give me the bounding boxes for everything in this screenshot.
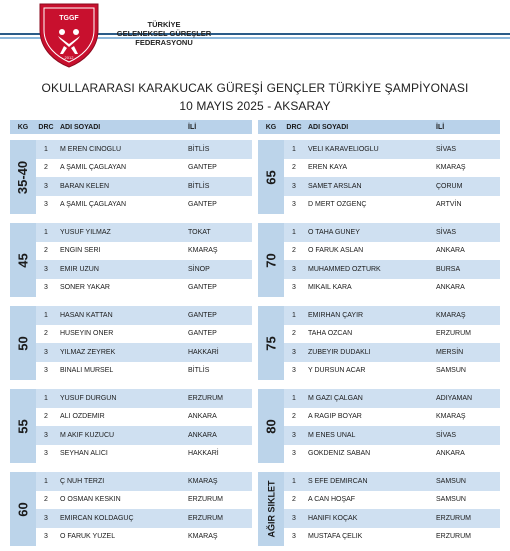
rank-cell: 2 bbox=[292, 330, 296, 338]
rank-cell: 1 bbox=[292, 311, 296, 319]
rank-cell: 2 bbox=[292, 413, 296, 421]
table-header: KG DRC ADI SOYADI İLİ bbox=[10, 120, 252, 134]
weight-class-group bbox=[10, 140, 252, 214]
rank-cell: 1 bbox=[44, 145, 48, 153]
table-row bbox=[284, 408, 500, 427]
city-cell: SAMSUN bbox=[436, 477, 466, 485]
city-cell: TOKAT bbox=[188, 228, 211, 236]
athlete-name: EREN KAYA bbox=[308, 164, 348, 172]
rank-cell: 3 bbox=[292, 201, 296, 209]
table-row bbox=[36, 362, 252, 381]
city-cell: GANTEP bbox=[188, 284, 217, 292]
athlete-name: SAMET ARSLAN bbox=[308, 182, 362, 190]
athlete-name: M AKİF KUZUCU bbox=[60, 431, 115, 439]
table-row bbox=[36, 445, 252, 464]
table-header: KG DRC ADI SOYADI İLİ bbox=[258, 120, 500, 134]
table-row bbox=[36, 196, 252, 215]
weight-class-label: 75 bbox=[258, 306, 284, 380]
table-row bbox=[36, 177, 252, 196]
weight-class-group bbox=[258, 223, 500, 297]
logo-year: 2012 bbox=[64, 55, 74, 60]
athlete-name: HÜSEYİN ÖNER bbox=[60, 330, 114, 338]
city-cell: BİTLİS bbox=[188, 367, 210, 375]
table-row bbox=[284, 223, 500, 242]
athlete-name: VELİ KARAVELİOĞLU bbox=[308, 145, 379, 153]
weight-class-group bbox=[258, 306, 500, 380]
weight-class-label: 70 bbox=[258, 223, 284, 297]
table-row bbox=[284, 426, 500, 445]
weight-class-label: 65 bbox=[258, 140, 284, 214]
city-cell: ADIYAMAN bbox=[436, 394, 473, 402]
city-cell: MERSİN bbox=[436, 348, 464, 356]
athlete-name: SONER YAKAR bbox=[60, 284, 110, 292]
city-cell: KMARAŞ bbox=[436, 311, 466, 319]
rank-cell: 1 bbox=[44, 311, 48, 319]
table-row bbox=[284, 177, 500, 196]
athlete-name: Ö FARUK ASLAN bbox=[308, 247, 364, 255]
rank-cell: 3 bbox=[292, 450, 296, 458]
city-cell: SİNOP bbox=[188, 265, 210, 273]
rank-cell: 3 bbox=[44, 348, 48, 356]
table-row bbox=[284, 362, 500, 381]
rank-cell: 3 bbox=[292, 284, 296, 292]
athlete-name: HANİFİ KOÇAK bbox=[308, 514, 358, 522]
rank-cell: 3 bbox=[44, 514, 48, 522]
city-cell: ARTVİN bbox=[436, 201, 462, 209]
city-cell: ANKARA bbox=[436, 450, 465, 458]
weight-class-group bbox=[10, 389, 252, 463]
right-results-table bbox=[258, 120, 500, 541]
table-row bbox=[284, 343, 500, 362]
city-cell: ERZURUM bbox=[188, 496, 223, 504]
table-row bbox=[36, 279, 252, 298]
city-cell: KMARAŞ bbox=[188, 477, 218, 485]
city-cell: GANTEP bbox=[188, 330, 217, 338]
city-cell: SİVAS bbox=[436, 228, 457, 236]
city-cell: ERZURUM bbox=[436, 514, 471, 522]
table-row bbox=[284, 389, 500, 408]
table-row bbox=[36, 242, 252, 261]
left-results-table bbox=[10, 120, 252, 541]
city-cell: BURSA bbox=[436, 265, 461, 273]
table-row bbox=[36, 159, 252, 178]
table-row bbox=[36, 509, 252, 528]
rank-cell: 1 bbox=[292, 394, 296, 402]
city-cell: ERZURUM bbox=[188, 394, 223, 402]
table-row bbox=[284, 472, 500, 491]
weight-class-group bbox=[258, 472, 500, 546]
rank-cell: 3 bbox=[292, 514, 296, 522]
table-row bbox=[284, 491, 500, 510]
rank-cell: 3 bbox=[292, 367, 296, 375]
table-row bbox=[36, 491, 252, 510]
weight-class-label: AĞIR SIKLET bbox=[258, 472, 284, 546]
table-row bbox=[284, 306, 500, 325]
athlete-name: EMİR UZUN bbox=[60, 265, 99, 273]
table-row bbox=[36, 472, 252, 491]
athlete-name: TAHA ÖZCAN bbox=[308, 330, 353, 338]
rank-cell: 3 bbox=[292, 533, 296, 541]
athlete-name: S EFE DEMİRCAN bbox=[308, 477, 368, 485]
city-cell: GANTEP bbox=[188, 311, 217, 319]
weight-class-label: 80 bbox=[258, 389, 284, 463]
table-row bbox=[284, 242, 500, 261]
table-row bbox=[284, 260, 500, 279]
city-cell: ERZURUM bbox=[436, 330, 471, 338]
athlete-name: YUSUF DURGUN bbox=[60, 394, 117, 402]
athlete-name: Ç NUH TERZİ bbox=[60, 477, 105, 485]
rank-cell: 3 bbox=[44, 431, 48, 439]
rank-cell: 3 bbox=[292, 348, 296, 356]
weight-class-group bbox=[10, 306, 252, 380]
weight-class-group bbox=[10, 472, 252, 546]
athlete-name: MİKAİL KARA bbox=[308, 284, 352, 292]
table-row bbox=[284, 196, 500, 215]
rank-cell: 2 bbox=[44, 164, 48, 172]
city-cell: ERZURUM bbox=[188, 514, 223, 522]
rank-cell: 3 bbox=[44, 284, 48, 292]
rank-cell: 1 bbox=[292, 477, 296, 485]
header bbox=[0, 0, 510, 72]
table-row bbox=[284, 325, 500, 344]
city-cell: SİVAS bbox=[436, 431, 457, 439]
athlete-name: A ŞAMİL ÇAĞLAYAN bbox=[60, 201, 127, 209]
athlete-name: BARAN KELEN bbox=[60, 182, 110, 190]
athlete-name: EMİRHAN ÇAYIR bbox=[308, 311, 364, 319]
rank-cell: 2 bbox=[44, 496, 48, 504]
rank-cell: 1 bbox=[292, 145, 296, 153]
table-row bbox=[284, 528, 500, 547]
rank-cell: 3 bbox=[44, 265, 48, 273]
rank-cell: 3 bbox=[44, 450, 48, 458]
athlete-name: SEYHAN ALICI bbox=[60, 450, 108, 458]
athlete-name: M GAZİ ÇALGAN bbox=[308, 394, 363, 402]
weight-class-label: 35-40 bbox=[10, 140, 36, 214]
city-cell: HAKKARİ bbox=[188, 348, 219, 356]
table-row bbox=[36, 223, 252, 242]
table-row bbox=[284, 509, 500, 528]
city-cell: KMARAŞ bbox=[188, 533, 218, 541]
city-cell: BİTLİS bbox=[188, 182, 210, 190]
athlete-name: D MERT ÖZGENÇ bbox=[308, 201, 367, 209]
city-cell: KMARAŞ bbox=[436, 413, 466, 421]
athlete-name: M EREN CİNOĞLU bbox=[60, 145, 122, 153]
rank-cell: 2 bbox=[44, 330, 48, 338]
athlete-name: YUSUF YILMAZ bbox=[60, 228, 111, 236]
table-row bbox=[36, 140, 252, 159]
city-cell: SİVAS bbox=[436, 145, 457, 153]
rank-cell: 1 bbox=[292, 228, 296, 236]
city-cell: GANTEP bbox=[188, 164, 217, 172]
table-row bbox=[284, 279, 500, 298]
city-cell: HAKKARİ bbox=[188, 450, 219, 458]
rank-cell: 3 bbox=[292, 182, 296, 190]
table-row bbox=[284, 159, 500, 178]
rank-cell: 2 bbox=[292, 247, 296, 255]
rank-cell: 3 bbox=[292, 265, 296, 273]
weight-class-label: 55 bbox=[10, 389, 36, 463]
table-row bbox=[36, 528, 252, 547]
city-cell: ANKARA bbox=[436, 284, 465, 292]
table-row bbox=[36, 306, 252, 325]
athlete-name: ALİ ÖZDEMİR bbox=[60, 413, 105, 421]
weight-class-label: 50 bbox=[10, 306, 36, 380]
weight-class-group bbox=[10, 223, 252, 297]
athlete-name: YILMAZ ZEYREK bbox=[60, 348, 116, 356]
weight-class-group bbox=[258, 389, 500, 463]
rank-cell: 3 bbox=[44, 533, 48, 541]
championship-date: 10 MAYIS 2025 - AKSARAY bbox=[179, 99, 331, 113]
rank-cell: 2 bbox=[292, 496, 296, 504]
athlete-name: EMİRCAN KOLDAGÜÇ bbox=[60, 514, 134, 522]
city-cell: KMARAŞ bbox=[188, 247, 218, 255]
table-row bbox=[36, 325, 252, 344]
table-row bbox=[284, 445, 500, 464]
table-row bbox=[284, 140, 500, 159]
weight-class-label: 60 bbox=[10, 472, 36, 546]
rank-cell: 2 bbox=[44, 247, 48, 255]
athlete-name: Ö OSMAN KESKİN bbox=[60, 496, 121, 504]
athlete-name: GÖKDENİZ SABAN bbox=[308, 450, 371, 458]
rank-cell: 2 bbox=[44, 413, 48, 421]
rank-cell: 3 bbox=[292, 431, 296, 439]
athlete-name: MUHAMMED ÖZTÜRK bbox=[308, 265, 381, 273]
rank-cell: 1 bbox=[44, 228, 48, 236]
logo-text: TGGF bbox=[59, 15, 79, 22]
rank-cell: 3 bbox=[44, 201, 48, 209]
city-cell: GANTEP bbox=[188, 201, 217, 209]
federation-logo bbox=[38, 2, 100, 68]
city-cell: KMARAŞ bbox=[436, 164, 466, 172]
athlete-name: ZÜBEYİR DUDAKLI bbox=[308, 348, 371, 356]
table-row bbox=[36, 426, 252, 445]
table-row bbox=[36, 260, 252, 279]
athlete-name: A RAGIP BOYAR bbox=[308, 413, 362, 421]
rank-cell: 2 bbox=[292, 164, 296, 172]
athlete-name: Ö TAHA GÜNEY bbox=[308, 228, 360, 236]
city-cell: SAMSUN bbox=[436, 367, 466, 375]
weight-class-group bbox=[258, 140, 500, 214]
city-cell: ANKARA bbox=[188, 413, 217, 421]
athlete-name: HASAN KATTAN bbox=[60, 311, 113, 319]
city-cell: ERZURUM bbox=[436, 533, 471, 541]
athlete-name: A ŞAMİL ÇAĞLAYAN bbox=[60, 164, 127, 172]
table-row bbox=[36, 389, 252, 408]
athlete-name: M ENES ÜNAL bbox=[308, 431, 356, 439]
rank-cell: 3 bbox=[44, 182, 48, 190]
rank-cell: 3 bbox=[44, 367, 48, 375]
athlete-name: Ö FARUK YÜZEL bbox=[60, 533, 116, 541]
city-cell: ÇORUM bbox=[436, 182, 463, 190]
athlete-name: Y DURSUN ACAR bbox=[308, 367, 366, 375]
federation-name: TÜRKİYE GELENEKSEL GÜREŞLER FEDERASYONU bbox=[116, 20, 212, 47]
championship-title: OKULLARARASI KARAKUCAK GÜREŞİ GENÇLER TÜRKİYE ŞAMPİYONASI bbox=[41, 81, 469, 95]
weight-class-label: 45 bbox=[10, 223, 36, 297]
rank-cell: 1 bbox=[44, 394, 48, 402]
athlete-name: A CAN HOŞAF bbox=[308, 496, 356, 504]
athlete-name: BİNALİ MÜRSEL bbox=[60, 367, 114, 375]
athlete-name: ENGİN SERİ bbox=[60, 247, 101, 255]
city-cell: ANKARA bbox=[436, 247, 465, 255]
athlete-name: MUSTAFA ÇELİK bbox=[308, 533, 363, 541]
table-row bbox=[36, 408, 252, 427]
city-cell: ANKARA bbox=[188, 431, 217, 439]
city-cell: BİTLİS bbox=[188, 145, 210, 153]
table-row bbox=[36, 343, 252, 362]
city-cell: SAMSUN bbox=[436, 496, 466, 504]
rank-cell: 1 bbox=[44, 477, 48, 485]
